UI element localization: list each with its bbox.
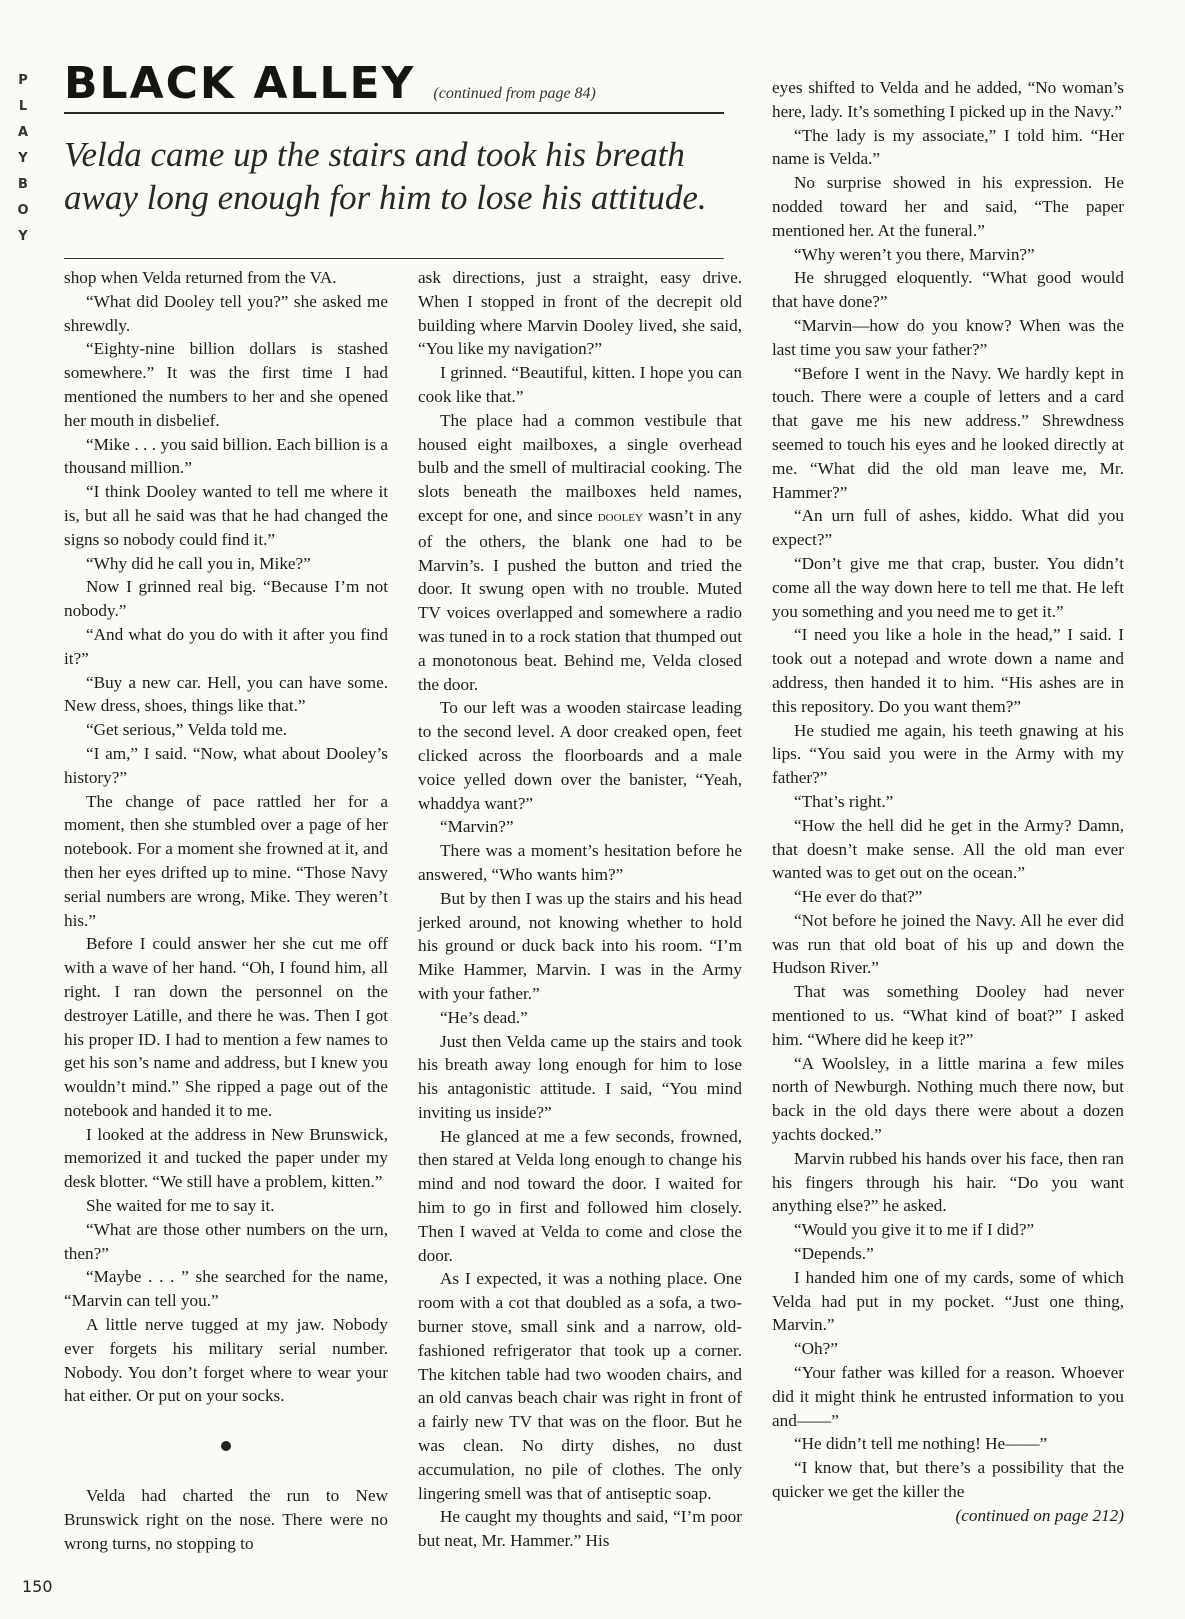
- paragraph: Velda had charted the run to New Brunswick right on the nose. There were no wrong turns, no stopping to: [64, 1486, 388, 1553]
- paragraph: “Don’t give me that crap, buster. You didn’t come all the way down here to tell me that. He left you something and you need me to get it.”: [772, 553, 1124, 621]
- paragraph: He studied me again, his teeth gnawing at his lips. “You said you were in the Army with my father?”: [772, 720, 1124, 788]
- paragraph: “I think Dooley wanted to tell me where it is, but all he said was that he had changed the signs so nobody could find it.”: [64, 482, 388, 549]
- paragraph-mailboxes: [418, 409, 742, 697]
- paragraph: “Marvin—how do you know? When was the last time you saw your father?”: [772, 315, 1124, 359]
- paragraph: Marvin rubbed his hands over his face, then ran his fingers through his hair. “Do you want anything else?” he asked.: [772, 1148, 1124, 1216]
- paragraph: I grinned. “Beautiful, kitten. I hope you can cook like that.”: [418, 363, 742, 406]
- paragraph: “The lady is my associate,” I told him. “Her name is Velda.”: [772, 125, 1124, 169]
- paragraph: I looked at the address in New Brunswick, memorized it and tucked the paper under my desk blotter. “We still have a problem, kitten.”: [64, 1124, 388, 1192]
- paragraph: “How the hell did he get in the Army? Damn, that doesn’t make sense. All the old man ever wanted was to get out on the ocean.”: [772, 815, 1124, 883]
- paragraph: “Your father was killed for a reason. Whoever did it might think he entrusted information to you and——”: [772, 1363, 1124, 1430]
- paragraph: “I need you like a hole in the head,” I said. I took out a notepad and wrote down a name and address, then handed it to him. “His ashes are in this repository. Do you want them?”: [772, 625, 1124, 716]
- small-caps-name: dooley: [597, 508, 643, 525]
- paragraph: “Oh?”: [794, 1339, 838, 1359]
- paragraph: “He didn’t tell me nothing! He——”: [794, 1434, 1048, 1454]
- paragraph: No surprise showed in his expression. He nodded toward her and said, “The paper mentioned her. At the funeral.”: [772, 173, 1124, 240]
- pull-quote: Velda came up the stairs and took his breath away long enough for him to lose his attitude.: [64, 135, 707, 217]
- column-1: [64, 266, 388, 1555]
- paragraph: “Marvin?”: [440, 817, 514, 837]
- continued-on-note: (continued on page 212): [955, 1505, 1124, 1525]
- paragraph: “Would you give it to me if I did?”: [794, 1220, 1035, 1240]
- paragraph: “A Woolsley, in a little marina a few miles north of Newburgh. Nothing much there now, but back in the old days there were about a dozen yachts docked.”: [772, 1053, 1124, 1145]
- text-run: The place had a common vestibule that housed eight mailboxes, a single overhead bulb and the smell of multiracial cooking. The slots beneath the mailboxes held names, except for one, and since: [418, 410, 742, 525]
- spine-letter: B: [18, 177, 28, 192]
- text-run: wasn’t in any of the others, the blank one had to be Marvin’s. I pushed the button and tried the door. It swung open with no trouble. Muted TV voices overlapped and somewhere a radio was tuned in to a rock station that thumped out a monotonous beat. Behind me, Velda closed the door.: [418, 505, 743, 694]
- paragraph: A little nerve tugged at my jaw. Nobody ever forgets his military serial number. Nobody. You don’t forget where to wear your hat either. Or put on your socks.: [64, 1315, 388, 1406]
- paragraph: “Get serious,” Velda told me.: [86, 720, 288, 740]
- spine-letter: L: [18, 99, 28, 114]
- paragraph: ask directions, just a straight, easy drive. When I stopped in front of the decrepit old building where Marvin Dooley lived, she said, “You like my navigation?”: [418, 268, 742, 359]
- paragraph: That was something Dooley had never mentioned to us. “What kind of boat?” I asked him. “Where did he keep it?”: [772, 982, 1124, 1049]
- bullet-icon: [221, 1441, 231, 1451]
- paragraph: “An urn full of ashes, kiddo. What did you expect?”: [772, 506, 1124, 550]
- paragraph: He caught my thoughts and said, “I’m poor but neat, Mr. Hammer.” His: [418, 1507, 742, 1551]
- paragraph: To our left was a wooden staircase leading to the second level. A door creaked open, feet clicked across the floorboards and a male voice yelled down over the banister, “Yeah, whaddya want?”: [418, 698, 742, 813]
- column-2: [418, 266, 742, 1553]
- paragraph: “That’s right.”: [794, 791, 894, 811]
- paragraph: “He’s dead.”: [440, 1007, 528, 1027]
- paragraph: “Maybe . . . ” she searched for the name, “Marvin can tell you.”: [64, 1267, 388, 1311]
- paragraph: “I know that, but there’s a possibility that the quicker we get the killer the: [772, 1458, 1124, 1502]
- article-header: [64, 58, 724, 219]
- paragraph: As I expected, it was a nothing place. One room with a cot that doubled as a sofa, a two-burner stove, small sink and a narrow, old-fashioned refrigerator that took up a corner. The kitchen table had two wooden chairs, and an old canvas beach chair was right in front of a fairly new TV that was on the floor. But he was clean. No dirty dishes, no dust accumulation, no pile of clothes. The only lingering smell was that of antiseptic soap.: [418, 1269, 742, 1503]
- title-rule: [64, 112, 724, 114]
- continued-from-note: (continued from page 84): [433, 85, 596, 102]
- paragraph: Before I could answer her she cut me off with a wave of her hand. “Oh, I found him, all right. I ran down the personnel on the destroyer Latille, and there he was. Then I got his proper ID. I had to mention a few names to get his son’s name and address, but I knew you wouldn’t mind.” She ripped a page out of the notebook and handed it to me.: [64, 934, 388, 1120]
- spine-letter: Y: [18, 229, 28, 244]
- spine-letter: A: [17, 125, 29, 140]
- paragraph: “Not before he joined the Navy. All he ever did was run that old boat of his up and down the Hudson River.”: [772, 910, 1124, 978]
- paragraph: “And what do you do with it after you find it?”: [64, 624, 388, 668]
- paragraph: eyes shifted to Velda and he added, “No woman’s here, lady. It’s something I picked up in the Navy.”: [772, 78, 1124, 121]
- paragraph: “He ever do that?”: [794, 887, 923, 907]
- paragraph: “Why did he call you in, Mike?”: [86, 553, 311, 573]
- paragraph: She waited for me to say it.: [86, 1196, 275, 1216]
- paragraph: Just then Velda came up the stairs and took his breath away long enough for him to lose his antagonistic attitude. I said, “You mind inviting us inside?”: [418, 1031, 742, 1122]
- paragraph: “Buy a new car. Hell, you can have some. New dress, shoes, things like that.”: [64, 672, 388, 716]
- paragraph: He shrugged eloquently. “What good would that have done?”: [772, 268, 1124, 312]
- paragraph: “Depends.”: [794, 1244, 874, 1264]
- column-3: [772, 76, 1124, 1528]
- paragraph: “I am,” I said. “Now, what about Dooley’s history?”: [64, 743, 388, 787]
- spine-letter: O: [17, 203, 29, 218]
- section-break: [64, 1408, 388, 1484]
- paragraph: “Mike . . . you said billion. Each billion is a thousand million.”: [64, 434, 388, 478]
- paragraph: “What did Dooley tell you?” she asked me shrewdly.: [64, 291, 388, 335]
- page-number: 150: [22, 1577, 53, 1596]
- paragraph: He glanced at me a few seconds, frowned, then stared at Velda long enough to change his mind and nod toward the door. I waited for him to go in first and followed him closely. Then I waved at Velda to come and close the door.: [418, 1126, 742, 1265]
- paragraph: I handed him one of my cards, some of which Velda had put in my pocket. “Just one thing, Marvin.”: [772, 1267, 1124, 1335]
- paragraph: “Eighty-nine billion dollars is stashed somewhere.” It was the first time I had mentioned the numbers to her and she opened her mouth in disbelief.: [64, 339, 388, 430]
- title-row: [64, 58, 724, 109]
- paragraph: Now I grinned real big. “Because I’m not nobody.”: [64, 577, 388, 621]
- paragraph: But by then I was up the stairs and his head jerked around, not knowing whether to hold his ground or duck back into his room. “I’m Mike Hammer, Marvin. I was in the Army with your father.”: [418, 888, 742, 1003]
- deck-rule: [64, 258, 724, 259]
- spine-letter: Y: [18, 151, 28, 166]
- paragraph: shop when Velda returned from the VA.: [64, 268, 337, 287]
- paragraph: “Before I went in the Navy. We hardly kept in touch. There were a couple of letters and a card that gave me his new address.” Shrewdness seemed to touch his eyes and he looked directly at me. “What did the old man leave me, Mr. Hammer?”: [772, 363, 1124, 502]
- spine-letter: P: [18, 73, 28, 88]
- paragraph: “What are those other numbers on the urn, then?”: [64, 1219, 388, 1263]
- article-title: BLACK ALLEY: [64, 58, 416, 109]
- paragraph: There was a moment’s hesitation before he answered, “Who wants him?”: [418, 841, 742, 884]
- paragraph: The change of pace rattled her for a moment, then she stumbled over a page of her notebook. For a moment she frowned at it, and then her eyes drifted up to mine. “Those Navy serial numbers are wrong, Mike. They weren’t his.”: [64, 791, 388, 930]
- paragraph: “Why weren’t you there, Marvin?”: [794, 244, 1035, 264]
- magazine-spine: [12, 68, 34, 250]
